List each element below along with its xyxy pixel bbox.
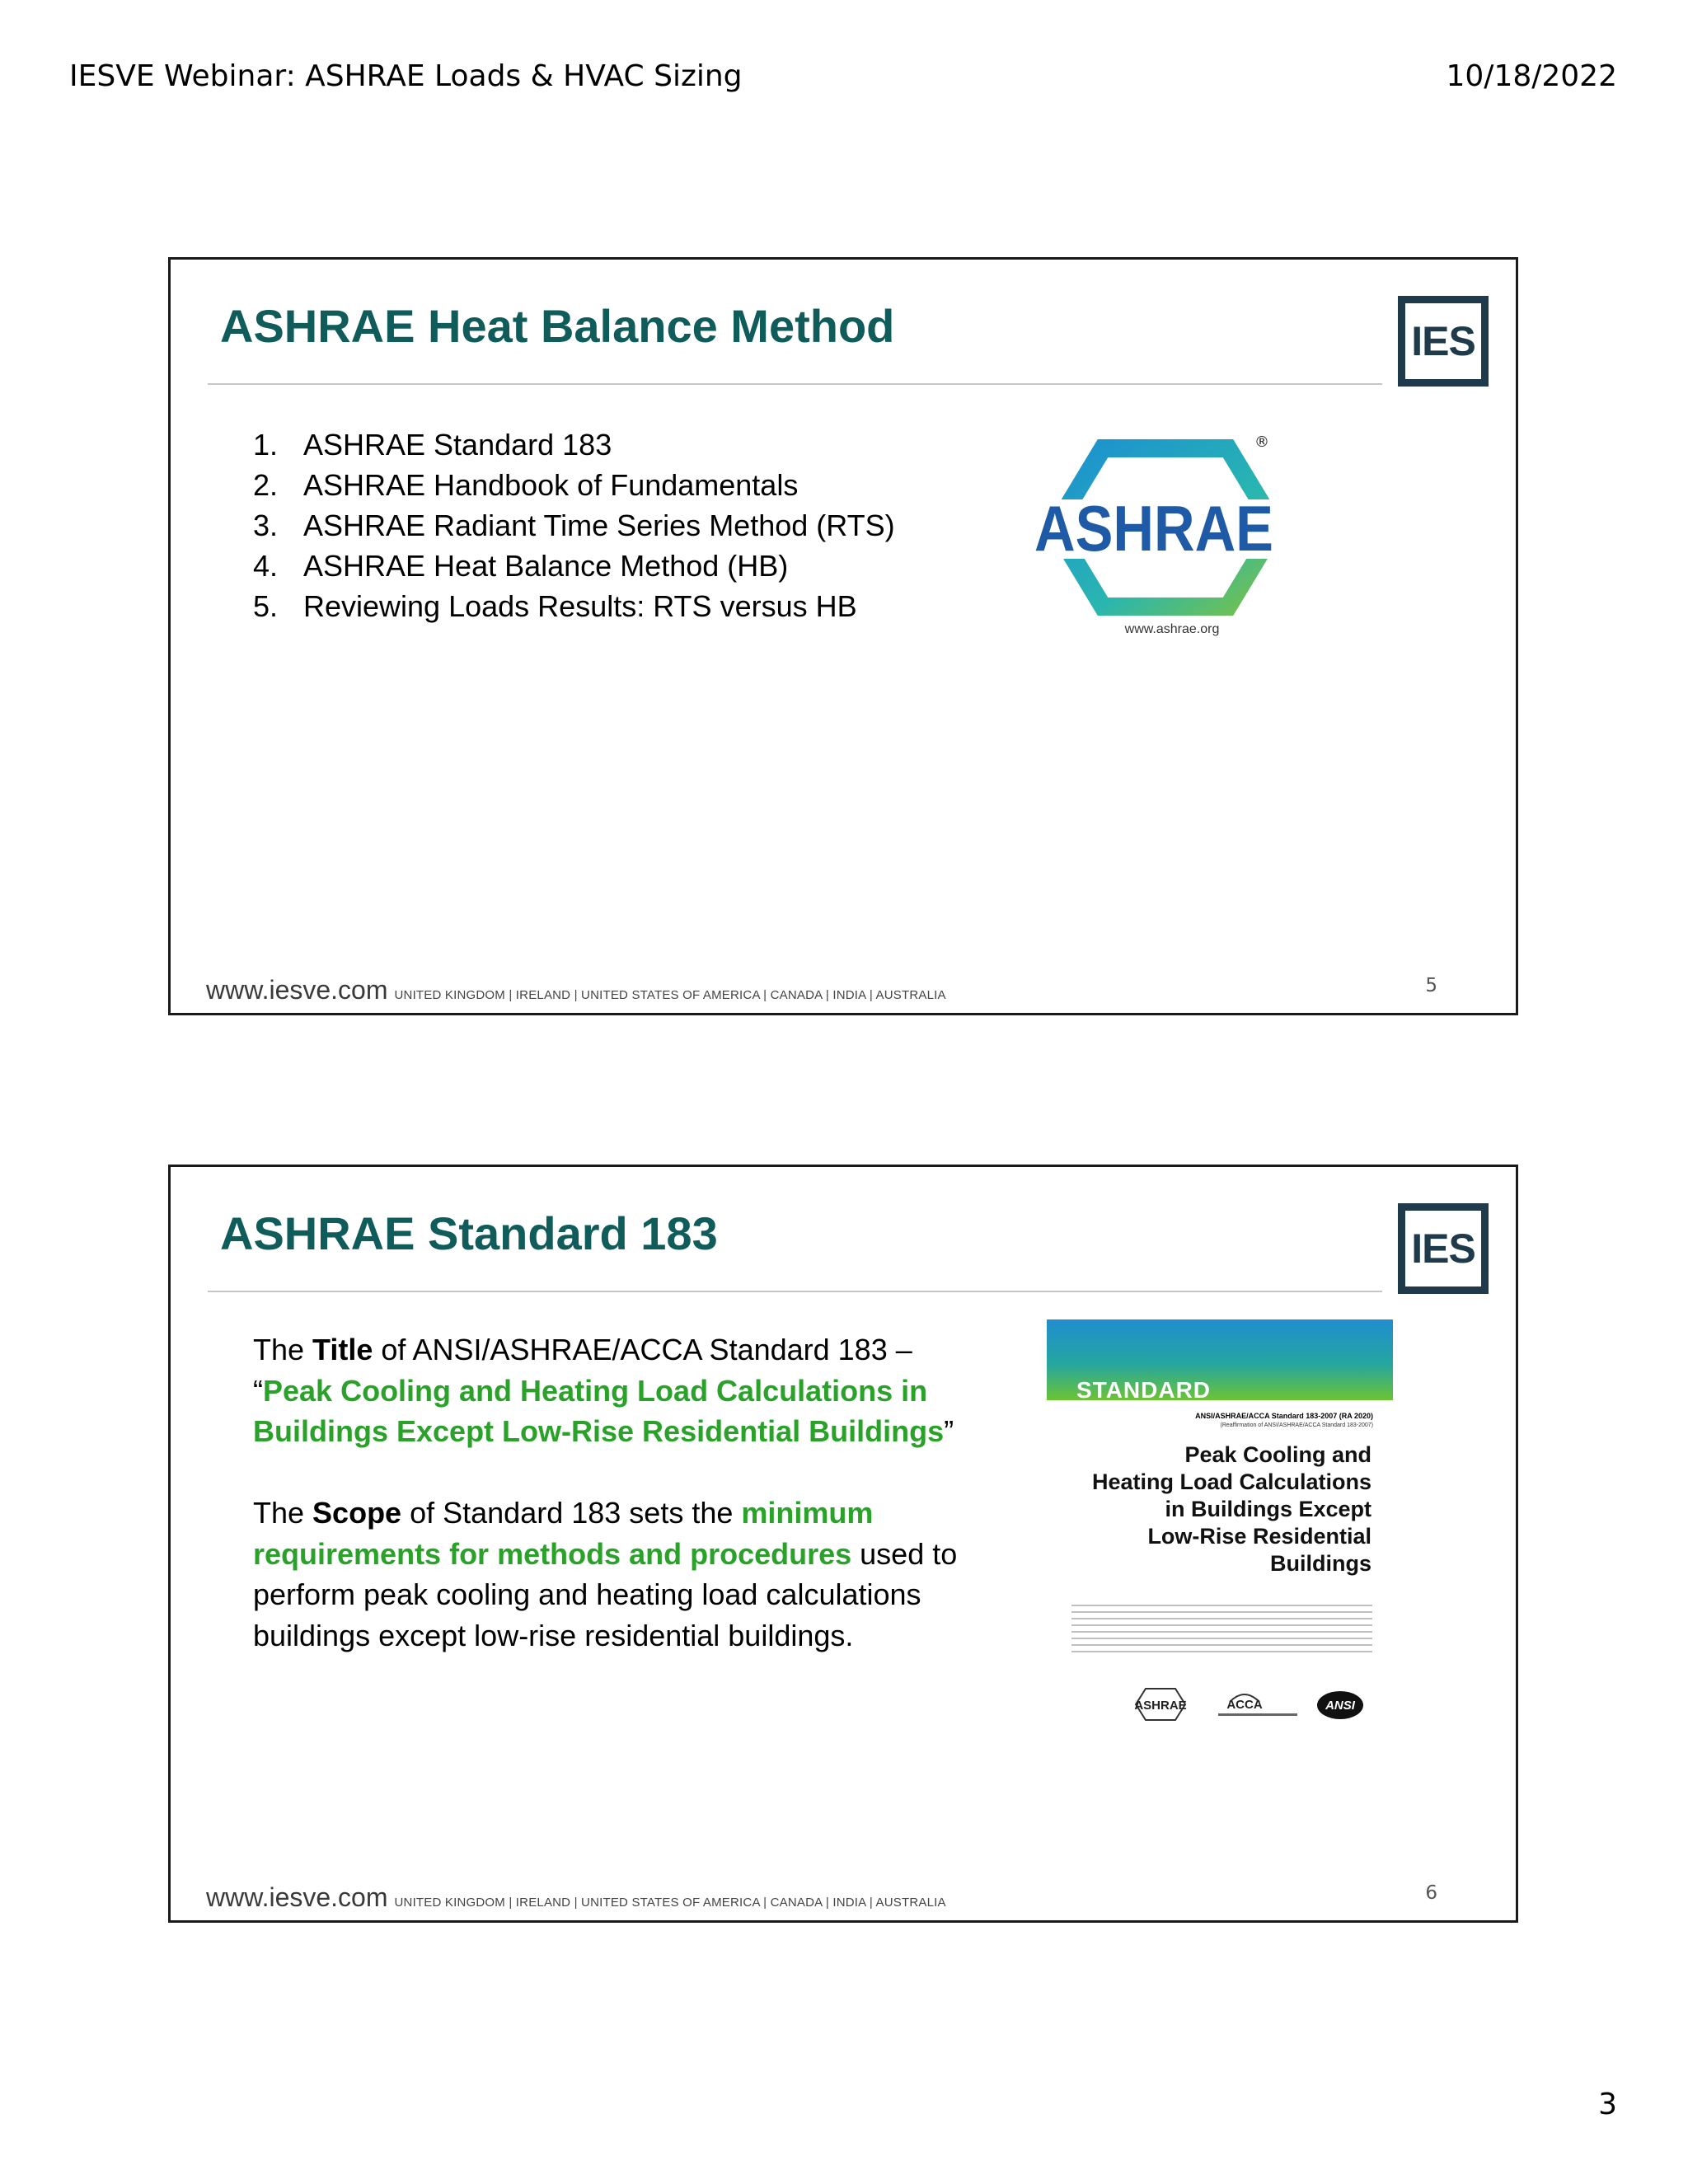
slide-footer: [206, 975, 946, 1005]
footer-url[interactable]: www.iesve.com: [206, 975, 388, 1005]
slide-6: [168, 1165, 1518, 1923]
title-divider: [208, 383, 1382, 385]
registered-mark: ®: [1254, 434, 1269, 451]
acca-mini-logo: ACCA: [1226, 1698, 1263, 1712]
cover-logos: [1129, 1684, 1376, 1725]
list-item: 5. Reviewing Loads Results: RTS versus HB: [253, 589, 857, 623]
slide-title: ASHRAE Heat Balance Method: [220, 300, 895, 352]
ashrae-logo: [1030, 429, 1302, 643]
slide-number: 6: [1425, 1882, 1437, 1904]
ies-logo: IES: [1398, 296, 1489, 387]
title-paragraph: The Title of ANSI/ASHRAE/ACCA Standard 183 – “Peak Cooling and Heating Load Calculations in Buildings Except Low-Rise Residential Buildings”: [253, 1333, 954, 1448]
cover-reaffirmation: (Reaffirmation of ANSI/ASHRAE/ACCA Standard 183-2007): [1220, 1422, 1373, 1428]
page-date: 10/18/2022: [1446, 59, 1617, 93]
cover-band: [1047, 1319, 1393, 1403]
slide-title: ASHRAE Standard 183: [220, 1207, 718, 1259]
cover-title: Peak Cooling and Heating Load Calculations in Buildings Except Low-Rise Residential Buildings: [1091, 1442, 1372, 1576]
list-item: 4. ASHRAE Heat Balance Method (HB): [253, 549, 789, 583]
scope-paragraph: The Scope of Standard 183 sets the minimum requirements for methods and procedures used to perform peak cooling and heating load calculations buildings except low-rise residential buildings.: [253, 1496, 958, 1652]
page-header: IESVE Webinar: ASHRAE Loads & HVAC Sizing: [69, 59, 743, 93]
slide-footer: [206, 1882, 946, 1913]
ashrae-wordmark: ASHRAE: [1034, 492, 1273, 565]
ansi-mini-logo: ANSI: [1325, 1699, 1355, 1713]
slide-body: [253, 1329, 962, 1656]
cover-fine-print: [1071, 1605, 1372, 1654]
footer-countries: UNITED KINGDOM | IRELAND | UNITED STATES OF AMERICA | CANADA | INDIA | AUSTRALIA: [394, 1896, 946, 1910]
footer-countries: UNITED KINGDOM | IRELAND | UNITED STATES OF AMERICA | CANADA | INDIA | AUSTRALIA: [394, 988, 946, 1002]
list-item: 1. ASHRAE Standard 183: [253, 428, 612, 462]
footer-url[interactable]: www.iesve.com: [206, 1882, 388, 1912]
ashrae-mini-logo: ASHRAE: [1134, 1699, 1187, 1713]
list-item: 2. ASHRAE Handbook of Fundamentals: [253, 468, 799, 502]
cover-standard-id: ANSI/ASHRAE/ACCA Standard 183-2007 (RA 2020): [1195, 1412, 1373, 1420]
slide-number: 5: [1425, 975, 1437, 996]
title-divider: [208, 1291, 1382, 1292]
page-number: 3: [1598, 2088, 1617, 2121]
agenda-list: [253, 424, 895, 626]
list-item: 3. ASHRAE Radiant Time Series Method (RTS): [253, 509, 895, 542]
slide-5: [168, 257, 1518, 1015]
cover-band-label: STANDARD: [1076, 1377, 1212, 1403]
ies-logo: IES: [1398, 1203, 1489, 1294]
standard-cover-image: [1047, 1319, 1393, 1765]
ashrae-url: www.ashrae.org: [1124, 622, 1220, 636]
